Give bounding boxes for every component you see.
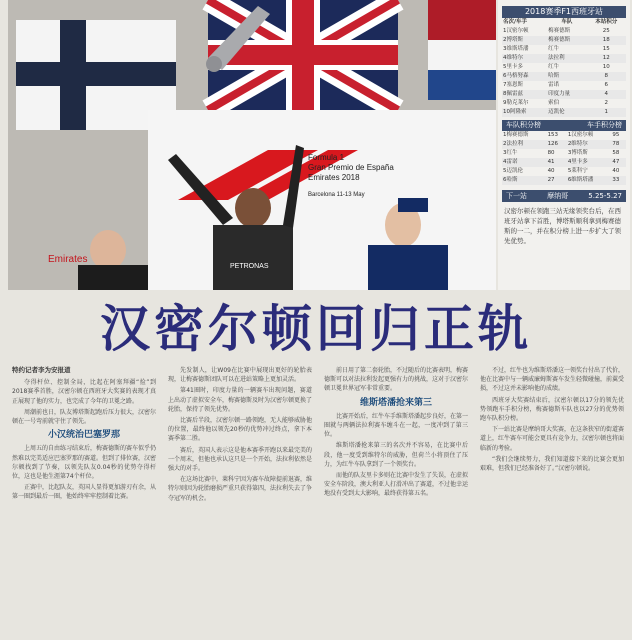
result-points: 25 [602, 28, 610, 34]
result-driver: 1汉密尔顿 [503, 28, 529, 34]
result-points: 15 [602, 46, 610, 52]
results-table [502, 18, 626, 117]
driver-name: 3博塔斯 [567, 150, 588, 156]
result-team: 梅赛德斯 [548, 28, 571, 34]
team-name: 4雷诺 [502, 158, 547, 167]
result-driver: 6马格努森 [502, 72, 547, 81]
result-team: 哈斯 [547, 72, 586, 81]
driver-name: 6维斯塔潘 [567, 176, 612, 185]
paragraph: 夺得杆位、控制全局，比起在阿塞拜疆“捡”到2018赛季首胜，汉密尔顿在西班牙大奖赛的表现才真正展现了他的实力，也完成了今年的卫冕之路。 [12, 379, 156, 405]
table-row [502, 27, 626, 36]
uk-flag [208, 0, 398, 110]
table-row [502, 149, 626, 158]
team-points: 40 [547, 168, 555, 174]
result-team: 红牛 [548, 64, 560, 70]
result-team: 索伯 [548, 100, 560, 106]
paragraph: 不过，红牛也为维斯塔潘这一领奖台付出了代价，他在比赛中与一辆威廉姆斯赛车发生轻微碰撞，前翼受损，不过这并未影响他的成绩。 [480, 367, 625, 393]
next-race-name: 摩纳哥 [547, 192, 569, 200]
paragraph: 而他的队友里卡多则在比赛中发生了失误，在虚拟安全车阶段，澳大利亚人打滑冲出了赛道，不过他幸运地没有受到太大影响，最终获得第五名。 [324, 472, 469, 498]
result-driver: 9勒克莱尔 [503, 100, 529, 106]
result-team: 雷诺 [548, 82, 560, 88]
byline: 特约记者李为安报道 [12, 366, 71, 374]
result-points: 1 [587, 108, 626, 117]
result-team: 迈凯伦 [547, 108, 586, 117]
article-column-2 [168, 366, 312, 505]
result-points: 6 [604, 82, 609, 88]
result-team: 红牛 [548, 46, 560, 52]
article-column-3 [324, 366, 468, 501]
result-driver: 4维特尔 [502, 54, 547, 63]
driver-shirt-text: PETRONAS [230, 263, 269, 270]
results-header-points: 本站积分 [595, 19, 618, 25]
driver-name: 5莱科宁 [567, 168, 588, 174]
result-driver: 8佩雷兹 [502, 90, 547, 99]
paragraph: 在这场比赛中，莱科宁因为赛车故障提前退赛，维特尔则因为轮胎磨损严重只获得第四，法拉利失去了争夺冠军的机会。 [168, 476, 313, 502]
standings-table [502, 131, 626, 185]
table-row [502, 158, 626, 167]
article-column-1 [12, 366, 156, 504]
table-row [502, 176, 626, 185]
paragraph: 正赛中，比起队友，英国人显得更加游刃有余，从第一圈到最后一圈，他始终牢牢控制着比赛。 [12, 484, 157, 501]
result-points: 2 [604, 100, 609, 106]
headline: 汉密尔顿回归正轨 [100, 299, 532, 358]
paragraph: 上周五的自由练习结束后，梅赛德斯的赛车似乎仍然难以完美适应巴塞罗那的赛道。但到了排位赛，汉密尔顿找到了节奏，以领先队友0.04秒的优势夺得杆位，这也是他生涯第74个杆位。 [12, 445, 157, 481]
team-points: 41 [547, 158, 567, 167]
paragraph: 比赛开始后，红牛车手维斯塔潘起步良好，在第一圈就与两辆法拉利赛车缠斗在一起，一度冲到了第三位。 [324, 412, 469, 439]
result-points: 8 [587, 72, 626, 81]
netherlands-flag [428, 0, 496, 100]
team-standings-title: 车队积分榜 [506, 121, 541, 129]
result-points: 18 [587, 36, 626, 45]
table-row [502, 72, 626, 81]
driver-name: 1汉密尔顿 [567, 132, 594, 138]
result-points: 12 [587, 54, 626, 63]
result-points: 4 [587, 90, 626, 99]
driver-points: 58 [612, 150, 620, 156]
paragraph: 赛后，英国人表示这是他本赛季开跑以来最完美的一个周末，但他也承认这只是一个开始，法拉利依然是强大的对手。 [168, 446, 313, 473]
team-name: 1梅赛德斯 [503, 132, 529, 138]
summary-text: 汉密尔顿在领跑三站无缘领奖台后，在西班牙站拿下首胜，博塔斯顺利拿到梅赛德斯的一二，并在积分榜上进一步扩大了领先优势。 [504, 207, 621, 245]
banner-line3: Emirates 2018 [308, 173, 360, 182]
result-driver: 2博塔斯 [502, 36, 547, 45]
table-row [502, 45, 626, 54]
driver-points: 33 [611, 176, 626, 185]
table-row [502, 99, 626, 108]
banner-line1: Formula 1 [308, 153, 345, 162]
driver-name: 4里卡多 [567, 158, 612, 167]
table-row [502, 63, 626, 72]
table-row [502, 167, 626, 176]
subhead-1: 小汉统治巴塞罗那 [47, 430, 120, 441]
team-name: 3红牛 [503, 150, 518, 156]
paragraph: 前日用了第二套轮胎，不过随后的比赛表明，梅赛德斯可以对法拉利发起更强有力的挑战，这对于汉密尔顿卫冕世界冠军非常重要。 [324, 367, 469, 393]
table-row [502, 108, 626, 117]
team-points: 153 [547, 132, 559, 138]
result-driver: 5里卡多 [503, 64, 523, 70]
driver-name: 2维特尔 [567, 140, 612, 149]
paragraph: 比赛后半段，汉密尔顿一路领跑，无人能够威胁他的位置，最终他以领先20秒的优势冲过终点，拿下本赛季第二胜。 [168, 417, 313, 443]
team-points: 126 [547, 140, 567, 149]
results-header-team: 车队 [561, 19, 573, 25]
race-podium-photo [8, 0, 496, 290]
team-name: 6哈斯 [502, 176, 547, 185]
results-title: 2018赛季F1西班牙站 [502, 6, 626, 18]
result-driver: 10阿隆索 [502, 108, 547, 117]
article-body [12, 366, 624, 636]
result-team: 法拉利 [547, 54, 586, 63]
paragraph: 下一站比赛是摩纳哥大奖赛，在这条狭窄的街道赛道上，红牛赛车可能会更具有竞争力，汉密尔顿也将面临新的考验。 [480, 426, 625, 452]
team-points: 80 [547, 150, 555, 156]
next-race-label: 下一站 [506, 192, 527, 200]
article-column-4 [480, 366, 624, 475]
team-points: 27 [547, 176, 567, 185]
paragraph: 西班牙大奖赛结束后，汉密尔顿以17分的领先优势领跑车手积分榜，梅赛德斯车队也以27分的优势领跑车队积分榜。 [480, 396, 624, 423]
table-row [502, 54, 626, 63]
result-driver: 3维斯塔潘 [503, 46, 529, 52]
paragraph: 周潮前也日，队友博塔斯起跑后压力很大，汉密尔顿在一号弯前就守住了领先。 [12, 408, 157, 426]
table-row [502, 81, 626, 90]
paragraph: “我们会继续努力，我们知道接下来的比赛会更加艰难，但我们已经准备好了。”汉密尔顿说。 [480, 455, 624, 473]
result-team: 梅赛德斯 [547, 36, 586, 45]
driver-points: 47 [611, 158, 626, 167]
next-race-bar [502, 190, 626, 202]
result-points: 10 [602, 64, 610, 70]
result-team: 印度力量 [547, 90, 586, 99]
driver-points: 78 [611, 140, 626, 149]
podium-scene [8, 0, 496, 290]
table-row [502, 140, 626, 149]
paragraph: 维斯塔潘抢来第三的名次并不容易，在比赛中后段，他一度受到维特尔的威胁，但荷兰小将顶住了压力，为红牛车队拿到了一个领奖台。 [324, 442, 468, 468]
driver-points: 40 [612, 168, 620, 174]
subhead-2: 维斯塔潘抢来第三 [359, 397, 432, 408]
paragraph: 第41圈时，印度力量的一辆赛车出现问题，赛道上出动了虚拟安全车，梅赛德斯及时为汉密尔顿更换了轮胎，保持了领先优势。 [168, 387, 313, 413]
sponsor-logo: Emirates [48, 254, 88, 265]
table-row [502, 131, 626, 140]
table-row [502, 90, 626, 99]
result-driver: 7塞恩斯 [503, 82, 523, 88]
driver-points: 95 [612, 132, 620, 138]
banner-line4: Barcelona 11-13 May [308, 192, 365, 198]
team-name: 2法拉利 [502, 140, 547, 149]
table-row [502, 36, 626, 45]
results-sidebar [498, 0, 630, 290]
banner-line2: Gran Premio de España [308, 163, 394, 172]
driver-standings-title: 车手积分榜 [587, 121, 622, 129]
standings-header [502, 120, 626, 131]
team-name: 5迈凯伦 [503, 168, 523, 174]
results-header-driver: 名次/车手 [503, 19, 528, 25]
next-race-dates: 5.25-5.27 [588, 192, 622, 200]
paragraph: 先发制人，让W09在比赛中展现出更好的轮胎表现，让梅赛德斯团队可以在进站策略上更加灵活。 [168, 367, 312, 384]
